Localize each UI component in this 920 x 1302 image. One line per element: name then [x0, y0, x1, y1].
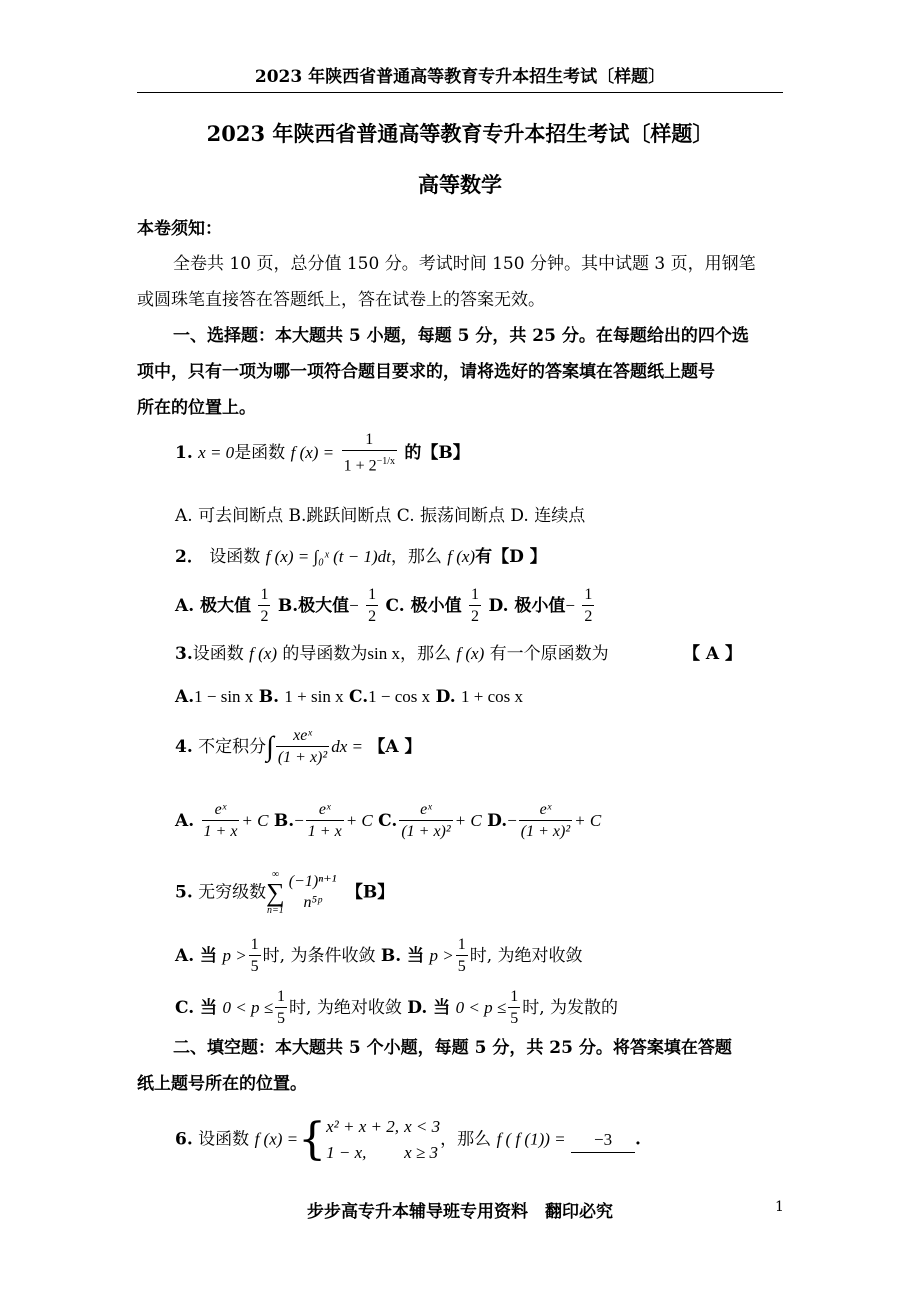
notice-heading: 本卷须知： — [137, 219, 222, 239]
q4-opt-c-label: C. — [378, 811, 398, 831]
section2-line-2: 纸上题号所在的位置。 — [137, 1074, 307, 1094]
q1-var: x = 0 — [198, 443, 235, 463]
q5-opt-b-label: B. 当 — [380, 946, 425, 966]
q6-stem: 设函数 — [198, 1129, 250, 1150]
q5-opt-a-text: 时, 为条件收敛 — [262, 946, 376, 966]
q4-opt-a-c: + C — [241, 811, 269, 830]
q5-opt-a-frac: $\frac{1}{5}$ — [249, 935, 261, 978]
section1-line-2: 项中，只有一项为哪一项符合题目要求的，请将选好的答案填在答题纸上题号 — [137, 362, 715, 382]
q2-answer: 有【D 】 — [475, 547, 547, 567]
q5-options-row-2 — [175, 987, 618, 1030]
q3-opt-d: 1 + cos x — [461, 687, 524, 706]
q4-opt-d-minus: − — [507, 811, 517, 830]
q3-answer: 【 A 】 — [683, 644, 743, 664]
q3-opt-a: 1 − sin x — [194, 687, 254, 706]
q4-opt-d-c: + C — [574, 811, 602, 830]
q3-opt-b: 1 + sin x — [284, 687, 344, 706]
q5-opt-d-cond: 0 < p ≤ — [455, 998, 507, 1017]
q4-options — [175, 800, 601, 843]
q5-opt-d-text: 时, 为发散的 — [522, 998, 619, 1018]
q5-opt-b-cond: p > — [429, 946, 454, 965]
q1-number: 1. — [175, 443, 193, 464]
q2-half-c: $\frac{1}{2}$ — [469, 585, 481, 628]
q2-minus-d: − — [565, 596, 576, 615]
q5-opt-a-cond: p > — [222, 946, 247, 965]
q1-frac-num: 1 — [365, 431, 374, 448]
q4-opt-c-c: + C — [454, 811, 482, 830]
section2-line-1: 二、填空题：本大题共 5 个小题，每题 5 分，共 25 分。将答案填在答题 — [173, 1038, 732, 1058]
q1-answer: 的【B】 — [404, 443, 470, 464]
q1-func: f (x) = — [290, 443, 335, 463]
q5-term: (−1)ⁿ⁺¹ n⁵ᵖ — [288, 873, 337, 911]
q1-options: A. 可去间断点 B.跳跃间断点 C. 振荡间断点 D. 连续点 — [175, 506, 586, 526]
q5-sigma: ∞ ∑ n=1 — [266, 869, 285, 916]
q2-half-b: $\frac{1}{2}$ — [366, 585, 378, 628]
subject-title: 高等数学 — [418, 172, 502, 197]
q5-opt-d-frac: $\frac{1}{5}$ — [508, 987, 520, 1030]
section1-line-3: 所在的位置上。 — [137, 398, 256, 418]
q3-number: 3. — [175, 644, 193, 664]
q5-options-row-1 — [175, 935, 583, 978]
notice-line-2: 或圆珠笔直接答在答题纸上，答在试卷上的答案无效。 — [137, 290, 545, 310]
footer-text: 步步高专升本辅导班专用资料 翻印必究 — [307, 1202, 613, 1222]
q5-opt-a-label: A. 当 — [175, 946, 218, 966]
page-number: 1 — [775, 1199, 784, 1215]
q5-opt-b-text: 时, 为绝对收敛 — [469, 946, 583, 966]
q6-func: f (x) = — [254, 1129, 299, 1149]
q4-stem: 不定积分 — [198, 737, 267, 757]
q6-case-2: 1 − x, — [326, 1143, 367, 1162]
q4-opt-a-frac: $\frac{\text{eˣ}}{1 + x}$ — [202, 800, 240, 843]
question-3 — [175, 642, 609, 666]
q4-opt-c-frac: $\frac{\text{eˣ}}{\text{(1 + x)²}}$ — [399, 800, 452, 843]
q3-func-2: f (x) — [456, 644, 485, 663]
q4-opt-b-label: B. — [273, 811, 295, 831]
q6-end: . — [635, 1129, 641, 1150]
q2-opt-c: C. 极小值 — [385, 596, 462, 616]
q4-opt-a-label: A. — [175, 811, 195, 831]
q3-opt-b-label: B. — [258, 687, 279, 707]
q2-func: f (x) — [447, 547, 476, 566]
q6-number: 6. — [175, 1129, 193, 1150]
question-5 — [175, 870, 394, 916]
q3-stem: 设函数 — [192, 644, 244, 664]
q2-number: 2． — [175, 547, 204, 567]
q2-half-a: $\frac{1}{2}$ — [258, 585, 270, 628]
q3-sin: sin x — [367, 644, 400, 663]
q3-stem-b: 的导函数为 — [282, 644, 368, 664]
q4-integrand: $\frac{\text{xeˣ}}{\text{(1 + x)²}}$ — [276, 726, 329, 769]
header-rule — [137, 92, 783, 93]
q3-stem-d: 有一个原函数为 — [489, 644, 609, 664]
q5-number: 5. — [175, 882, 193, 903]
q6-cases — [326, 1114, 440, 1166]
q5-answer: 【B】 — [345, 882, 395, 903]
q5-stem: 无穷级数 — [198, 882, 267, 903]
q3-opt-c: 1 − cos x — [368, 687, 431, 706]
q3-options — [175, 685, 523, 709]
q2-opt-a: A. 极大值 — [175, 596, 252, 616]
q2-opt-d: D. 极小值 — [488, 596, 566, 616]
q4-dx: dx = — [331, 737, 363, 756]
q6-answer-blank: −3 — [571, 1128, 635, 1153]
q4-number: 4. — [175, 737, 193, 757]
q6-case-1: x² + x + 2, — [326, 1117, 400, 1136]
question-2 — [175, 545, 547, 569]
q2-integral: f (x) = ∫₀ˣ (t − 1)dt — [265, 547, 391, 566]
q2-stem: 设函数 — [209, 547, 261, 567]
exam-title: 2023 年陕西省普通高等教育专升本招生考试〔样题〕 — [206, 121, 714, 146]
q6-cond-2: x ≥ 3 — [404, 1143, 439, 1162]
running-header: 2023 年陕西省普通高等教育专升本招生考试〔样题〕 — [254, 67, 666, 87]
q1-stem: 是函数 — [234, 443, 286, 464]
q6-stem-b: ，那么 — [440, 1129, 492, 1150]
q3-opt-a-label: A. — [175, 687, 195, 707]
q5-opt-c-cond: 0 < p ≤ — [222, 998, 274, 1017]
q2-options — [175, 585, 596, 628]
q4-opt-b-minus: − — [294, 811, 304, 830]
q3-func: f (x) — [249, 644, 277, 663]
q4-opt-d-label: D. — [487, 811, 508, 831]
q6-cond-1: x < 3 — [404, 1117, 441, 1136]
q1-fraction — [342, 430, 397, 477]
q5-opt-c-frac: $\frac{1}{5}$ — [275, 987, 287, 1030]
q2-half-d: $\frac{1}{2}$ — [582, 585, 594, 628]
q5-opt-b-frac: $\frac{1}{5}$ — [456, 935, 468, 978]
q5-opt-c-text: 时, 为绝对收敛 — [289, 998, 402, 1018]
q2-opt-b: B.极大值 — [277, 596, 350, 616]
question-4 — [175, 726, 421, 769]
q4-integral-sign: ∫ — [266, 731, 274, 763]
q5-opt-d-label: D. 当 — [407, 998, 451, 1018]
q4-opt-b-c: + C — [345, 811, 373, 830]
section1-line-1: 一、选择题：本大题共 5 小题，每题 5 分，共 25 分。在每题给出的四个选 — [173, 326, 749, 346]
q4-opt-b-frac: $\frac{\text{eˣ}}{1 + x}$ — [306, 800, 344, 843]
q3-opt-d-label: D. — [435, 687, 456, 707]
q4-answer: 【A 】 — [368, 737, 422, 757]
q3-stem-c: ，那么 — [400, 644, 451, 664]
q4-opt-d-frac: $\frac{\text{eˣ}}{\text{(1 + x)²}}$ — [519, 800, 572, 843]
notice-line-1: 全卷共 10 页，总分值 150 分。考试时间 150 分钟。其中试题 3 页，用钢笔 — [173, 254, 756, 274]
q1-frac-den: $1 + 2^{-1/x}$ — [342, 450, 397, 477]
q2-minus-b: − — [349, 596, 359, 615]
question-6 — [175, 1114, 641, 1166]
q2-stem-b: ，那么 — [390, 547, 442, 567]
q6-brace: { — [298, 1114, 327, 1165]
q3-opt-c-label: C. — [349, 687, 369, 707]
q5-opt-c-label: C. 当 — [175, 998, 218, 1018]
question-1 — [175, 430, 470, 477]
q6-expr: f ( f (1)) = — [496, 1129, 566, 1149]
